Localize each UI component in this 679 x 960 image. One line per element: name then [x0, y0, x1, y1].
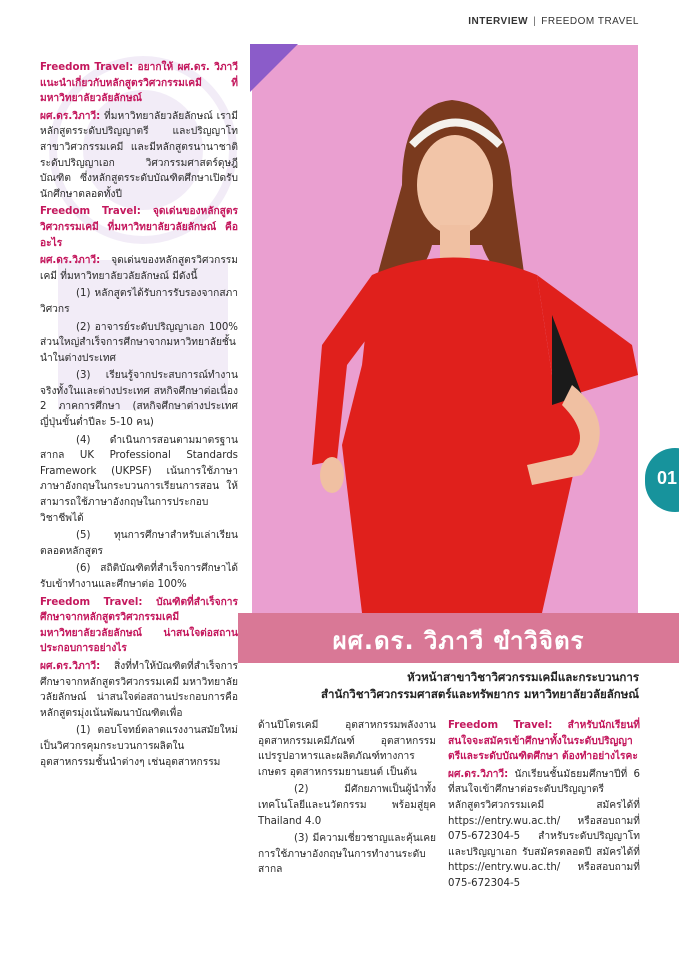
question-4: Freedom Travel: สำหรับนักเรียนที่สนใจจะสมัครเข้าศึกษาทั้งในระดับปริญญาตรีและระดับบัณฑิตศึกษา ต้องทำอย่างไรคะ — [448, 720, 640, 763]
answer-2-speaker: ผศ.ดร.วิภาวี: — [40, 255, 101, 267]
interviewee-caption — [239, 669, 639, 703]
answer-3-text: สิ่งที่ทำให้บัณฑิตที่สำเร็จการศึกษาจากหลักสูตรวิศวกรรมเคมี มหาวิทยาลัยวลัยลักษณ์ น่าสนใจต่อสถานประกอบการคือ หลักสูตรมุ่งเน้นพัฒนาบัณฑิตเพื่อ — [40, 660, 238, 719]
benefit-1-continued: ด้านปิโตรเคมี อุตสาหกรรมพลังงาน อุตสาหกรรมเคมีภัณฑ์ อุตสาหกรรมแปรรูปอาหารและผลิตภัณฑ์ทางการเกษตร อุตสาหกรรมยานยนต์ เป็นต้น — [258, 720, 436, 778]
answer-1-text: ที่มหาวิทยาลัยวลัยลักษณ์ เรามีหลักสูตรระดับปริญญาตรี และปริญญาโท สาขาวิศวกรรมเคมี และมีหลักสูตรนานาชาติระดับปริญญาเอก วิศวกรรมศาสตร์ดุษฎีบัณฑิต ซึ่งหลักสูตรระดับบัณฑิตศึกษาเปิดรับนักศึกษาตลอดทั้งปี — [40, 110, 238, 200]
portrait-illustration — [252, 45, 638, 613]
benefit-1: (1) ตอบโจทย์ตลาดแรงงานสมัยใหม่ เป็นวิศวกรคุมกระบวนการผลิตในอุตสาหกรรมชั้นนำต่างๆ เช่นอุตสาหกรรม — [40, 725, 238, 768]
benefit-3: (3) มีความเชี่ยวชาญและคุ้นเคยการใช้ภาษาอังกฤษในการทำงานระดับสากล — [258, 833, 436, 876]
answer-2 — [40, 253, 238, 284]
middle-column — [258, 718, 436, 880]
answer-3-speaker: ผศ.ดร.วิภาวี: — [40, 660, 101, 672]
header-section: FREEDOM TRAVEL — [541, 16, 639, 27]
answer-1-speaker: ผศ.ดร.วิภาวี: — [40, 110, 101, 122]
answer-4-speaker: ผศ.ดร.วิภาวี: — [448, 768, 509, 780]
name-banner — [238, 613, 679, 663]
question-3: Freedom Travel: บัณฑิตที่สำเร็จการศึกษาจากหลักสูตรวิศวกรรมเคมี มหาวิทยาลัยวลัยลักษณ์ น่าสนใจต่อสถานประกอบการอย่างไร — [40, 596, 238, 655]
benefit-2: (2) มีศักยภาพเป็นผู้นำทั้งเทคโนโลยีและนวัตกรรม พร้อมสู่ยุค Thailand 4.0 — [258, 784, 436, 827]
answer-4 — [448, 767, 640, 892]
left-column — [40, 60, 238, 772]
caption-line-2: สำนักวิชาวิศวกรรมศาสตร์และทรัพยากร มหาวิทยาลัยวลัยลักษณ์ — [320, 687, 639, 701]
header-separator: | — [533, 16, 537, 27]
question-2: Freedom Travel: จุดเด่นของหลักสูตรวิศวกรรมเคมี ที่มหาวิทยาลัยวลัยลักษณ์ คืออะไร — [40, 206, 238, 249]
page-number: 01 — [657, 468, 678, 488]
answer-1 — [40, 109, 238, 203]
point-2: (2) อาจารย์ระดับปริญญาเอก 100% ส่วนใหญ่สำเร็จการศึกษาจากมหาวิทยาลัยชั้นนำในต่างประเทศ — [40, 321, 238, 364]
running-header — [468, 16, 639, 27]
page-number-tab — [645, 448, 679, 512]
right-column — [448, 718, 640, 894]
answer-2-text: จุดเด่นของหลักสูตรวิศวกรรมเคมี ที่มหาวิทยาลัยวลัยลักษณ์ มีดังนี้ — [40, 255, 238, 282]
point-6: (6) สถิติบัณฑิตที่สำเร็จการศึกษาได้รับเข้าทำงานและศึกษาต่อ 100% — [40, 563, 238, 590]
answer-4-text: นักเรียนชั้นมัธยมศึกษาปีที่ 6 ที่สนใจเข้าศึกษาต่อระดับปริญญาตรี หลักสูตรวิศวกรรมเคมี สมัครได้ที่ https://entry.wu.ac.th/ หรือสอบถามที่ 075-672304-5 สำหรับระดับปริญญาโทและปริญญาเอก รับสมัครตลอดปี สมัครได้ที่ https://entry.wu.ac.th/ หรือสอบถามที่ 075-672304-5 — [448, 768, 640, 889]
portrait-photo — [252, 45, 638, 613]
point-5: (5) ทุนการศึกษาสำหรับเล่าเรียนตลอดหลักสูตร — [40, 530, 238, 557]
point-3: (3) เรียนรู้จากประสบการณ์ทำงานจริงทั้งในและต่างประเทศ สหกิจศึกษาต่อเนื่อง 2 ภาคการศึกษา (สหกิจศึกษาต่างประเทศญี่ปุ่นขั้นต่ำปีละ 5-10 คน) — [40, 370, 238, 429]
header-interview: INTERVIEW — [468, 16, 529, 27]
point-1: (1) หลักสูตรได้รับการรับรองจากสภาวิศวกร — [40, 288, 238, 315]
corner-triangle-decoration — [250, 44, 298, 92]
answer-3 — [40, 659, 238, 721]
point-4: (4) ดำเนินการสอนตามมาตรฐานสากล UK Professional Standards Framework (UKPSF) เน้นการใช้ภาษาภาษาอังกฤษในกระบวนการเรียนการสอน ให้สามารถใช้ภาษาอังกฤษในการประกอบวิชาชีพได้ — [40, 434, 238, 524]
question-1: Freedom Travel: อยากให้ ผศ.ดร. วิภาวี แนะนำเกี่ยวกับหลักสูตรวิศวกรรมเคมี ที่มหาวิทยาลัยวลัยลักษณ์ — [40, 62, 238, 105]
interviewee-name: ผศ.ดร. วิภาวี ขำวิจิตร — [332, 627, 585, 655]
caption-line-1: หัวหน้าสาขาวิชาวิศวกรรมเคมีและกระบวนการ — [407, 670, 639, 684]
